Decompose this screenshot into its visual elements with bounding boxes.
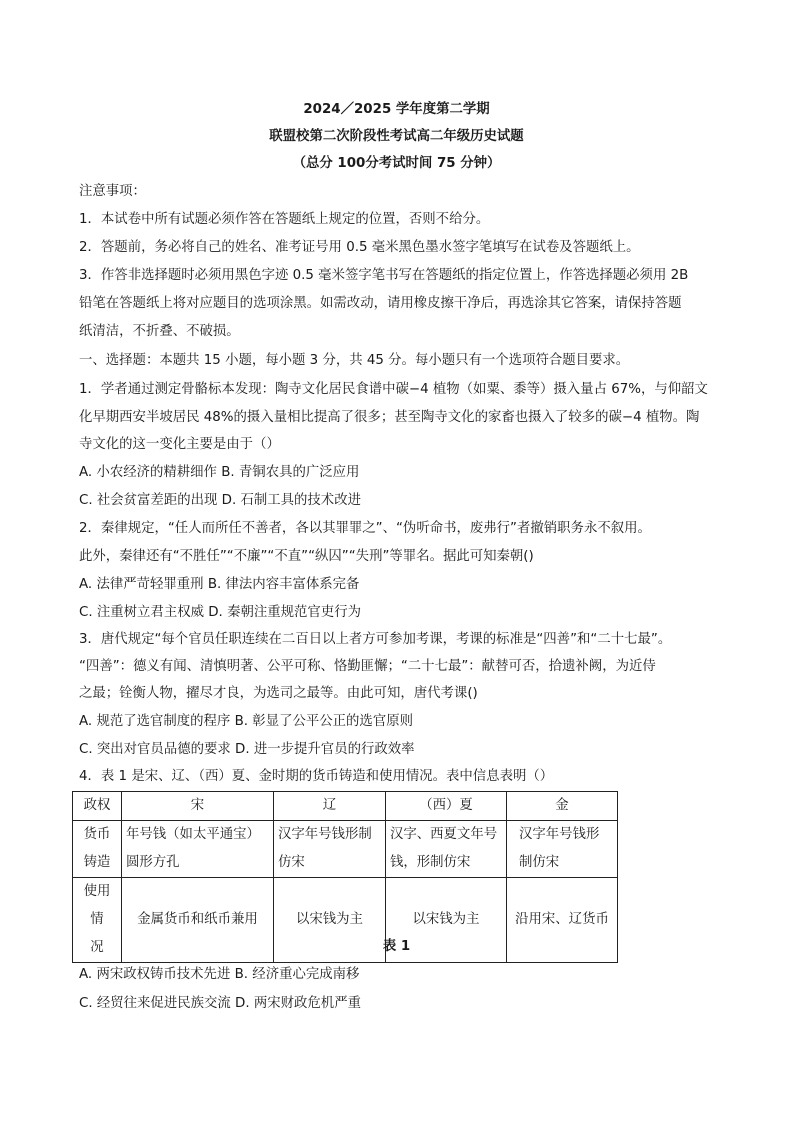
notice-heading: 注意事项： [79, 184, 146, 199]
header-cell-jin: 金 [507, 792, 618, 821]
q1-line-3: 寺文化的这一变化主要是由于（） [79, 437, 280, 452]
q2-options-cd: C. 注重树立君主权威 D. 秦朝注重规范官吏行为 [79, 605, 361, 620]
header-cell-regime: 政权 [73, 792, 122, 821]
notice-item-1: 1．本试卷中所有试题必须作答在答题纸上规定的位置，否则不给分。 [79, 212, 490, 227]
q2-line-2: 此外，秦律还有“不胜任”“不廉”“不直”“纵囚”“失刑”等罪名。据此可知秦朝() [79, 549, 534, 564]
q2-options-ab: A. 法律严苛轻罪重刑 B. 律法内容丰富体系完备 [79, 577, 360, 592]
exam-info: （总分 100分考试时间 75 分钟） [292, 156, 501, 171]
q4-options-cd: C. 经贸往来促进民族交流 D. 两宋财政危机严重 [79, 996, 361, 1011]
notice-item-3-line-2: 铅笔在答题纸上将对应题目的选项涂黑。如需改动，请用橡皮擦干净后，再选涂其它答案，请保持答题 [79, 296, 682, 311]
q4-options-ab: A. 两宋政权铸币技术先进 B. 经济重心完成南移 [79, 967, 360, 982]
cell-song-usage: 金属货币和纸币兼用 [122, 878, 274, 963]
notice-item-3-line-1: 3．作答非选择题时必须用黑色字迹 0.5 毫米签字笔书写在答题纸的指定位置上，作答选择题必须用 2B [79, 268, 689, 283]
exam-title: 联盟校第二次阶段性考试高二年级历史试题 [269, 129, 524, 144]
cell-song-minting-line-1: 年号钱（如太平通宝） [126, 827, 260, 842]
header-cell-song: 宋 [122, 792, 274, 821]
cell-xia-minting-line-1: 汉字、西夏文年号 [390, 827, 498, 842]
section-1-heading: 一、选择题：本题共 15 小题，每小题 3 分，共 45 分。每小题只有一个选项符合题目要求。 [79, 353, 630, 368]
notice-item-2: 2．答题前，务必将自己的姓名、准考证号用 0.5 毫米黑色墨水签字笔填写在试卷及答题纸上。 [79, 240, 640, 255]
year-term-title: 2024／2025 学年度第二学期 [303, 102, 490, 117]
cell-xia-minting-line-2: 钱，形制仿宋 [390, 855, 471, 870]
q3-options-ab: A. 规范了选官制度的程序 B. 彰显了公平公正的选官原则 [79, 714, 413, 729]
header-cell-liao: 辽 [274, 792, 386, 821]
table-caption: 表 1 [382, 939, 411, 954]
header-cell-xia: （西）夏 [386, 792, 507, 821]
q3-line-1: 3．唐代规定“每个官员任职连续在二百日以上者方可参加考课，考课的标准是“四善”和“二十七最”。 [79, 632, 672, 647]
cell-liao-minting-line-2: 仿宋 [278, 855, 305, 870]
q3-line-3: 之最；铨衡人物，擢尽才良，为选司之最等。由此可知，唐代考课() [79, 686, 478, 701]
q1-line-2: 化早期西安半坡居民 48%的摄入量相比提高了很多；甚至陶寺文化的家畜也摄入了较多的碳−4 植物。陶 [79, 410, 700, 425]
row-label-minting-line-1: 货币 [83, 827, 111, 842]
row-label-usage-line-2: 况 [90, 940, 104, 955]
cell-xia-minting [386, 821, 507, 878]
table-row-minting [73, 821, 618, 878]
q1-line-1: 1．学者通过测定骨骼标本发现：陶寺文化居民食谱中碳−4 植物（如粟、黍等）摄入量占 67%，与仰韶文 [79, 382, 708, 397]
cell-jin-minting-line-1: 汉字年号钱形 [519, 827, 600, 842]
table-header-row [73, 792, 618, 821]
q1-options-cd: C. 社会贫富差距的出现 D. 石制工具的技术改进 [79, 493, 361, 508]
cell-liao-usage: 以宋钱为主 [274, 878, 386, 963]
q1-options-ab: A. 小农经济的精耕细作 B. 青铜农具的广泛应用 [79, 465, 360, 480]
q3-line-2: “四善”：德义有闻、清慎明著、公平可称、恪勤匪懈；“二十七最”：献替可否，拾遗补阙，为近侍 [79, 659, 656, 674]
q4-line-1: 4．表 1 是宋、辽、（西）夏、金时期的货币铸造和使用情况。表中信息表明（） [79, 769, 554, 784]
cell-jin-minting-line-2: 制仿宋 [519, 855, 560, 870]
cell-song-minting [122, 821, 274, 878]
row-label-usage-line-1: 使用情 [83, 884, 111, 927]
cell-jin-usage: 沿用宋、辽货币 [507, 878, 618, 963]
notice-item-3-line-3: 纸清洁，不折叠、不破损。 [79, 324, 240, 339]
cell-xia-usage: 以宋钱为主 [386, 878, 507, 963]
row-label-minting [73, 821, 122, 878]
q2-line-1: 2．秦律规定，“任人而所任不善者，各以其罪罪之”、“伪听命书，废弗行”者撤销职务永不叙用。 [79, 521, 651, 536]
q3-options-cd: C. 突出对官员品德的要求 D. 进一步提升官员的行政效率 [79, 742, 415, 757]
cell-liao-minting-line-1: 汉字年号钱形制 [278, 827, 372, 842]
row-label-minting-line-2: 铸造 [83, 855, 111, 870]
cell-liao-minting [274, 821, 386, 878]
cell-song-minting-line-2: 圆形方孔 [126, 855, 180, 870]
cell-jin-minting [507, 821, 618, 878]
